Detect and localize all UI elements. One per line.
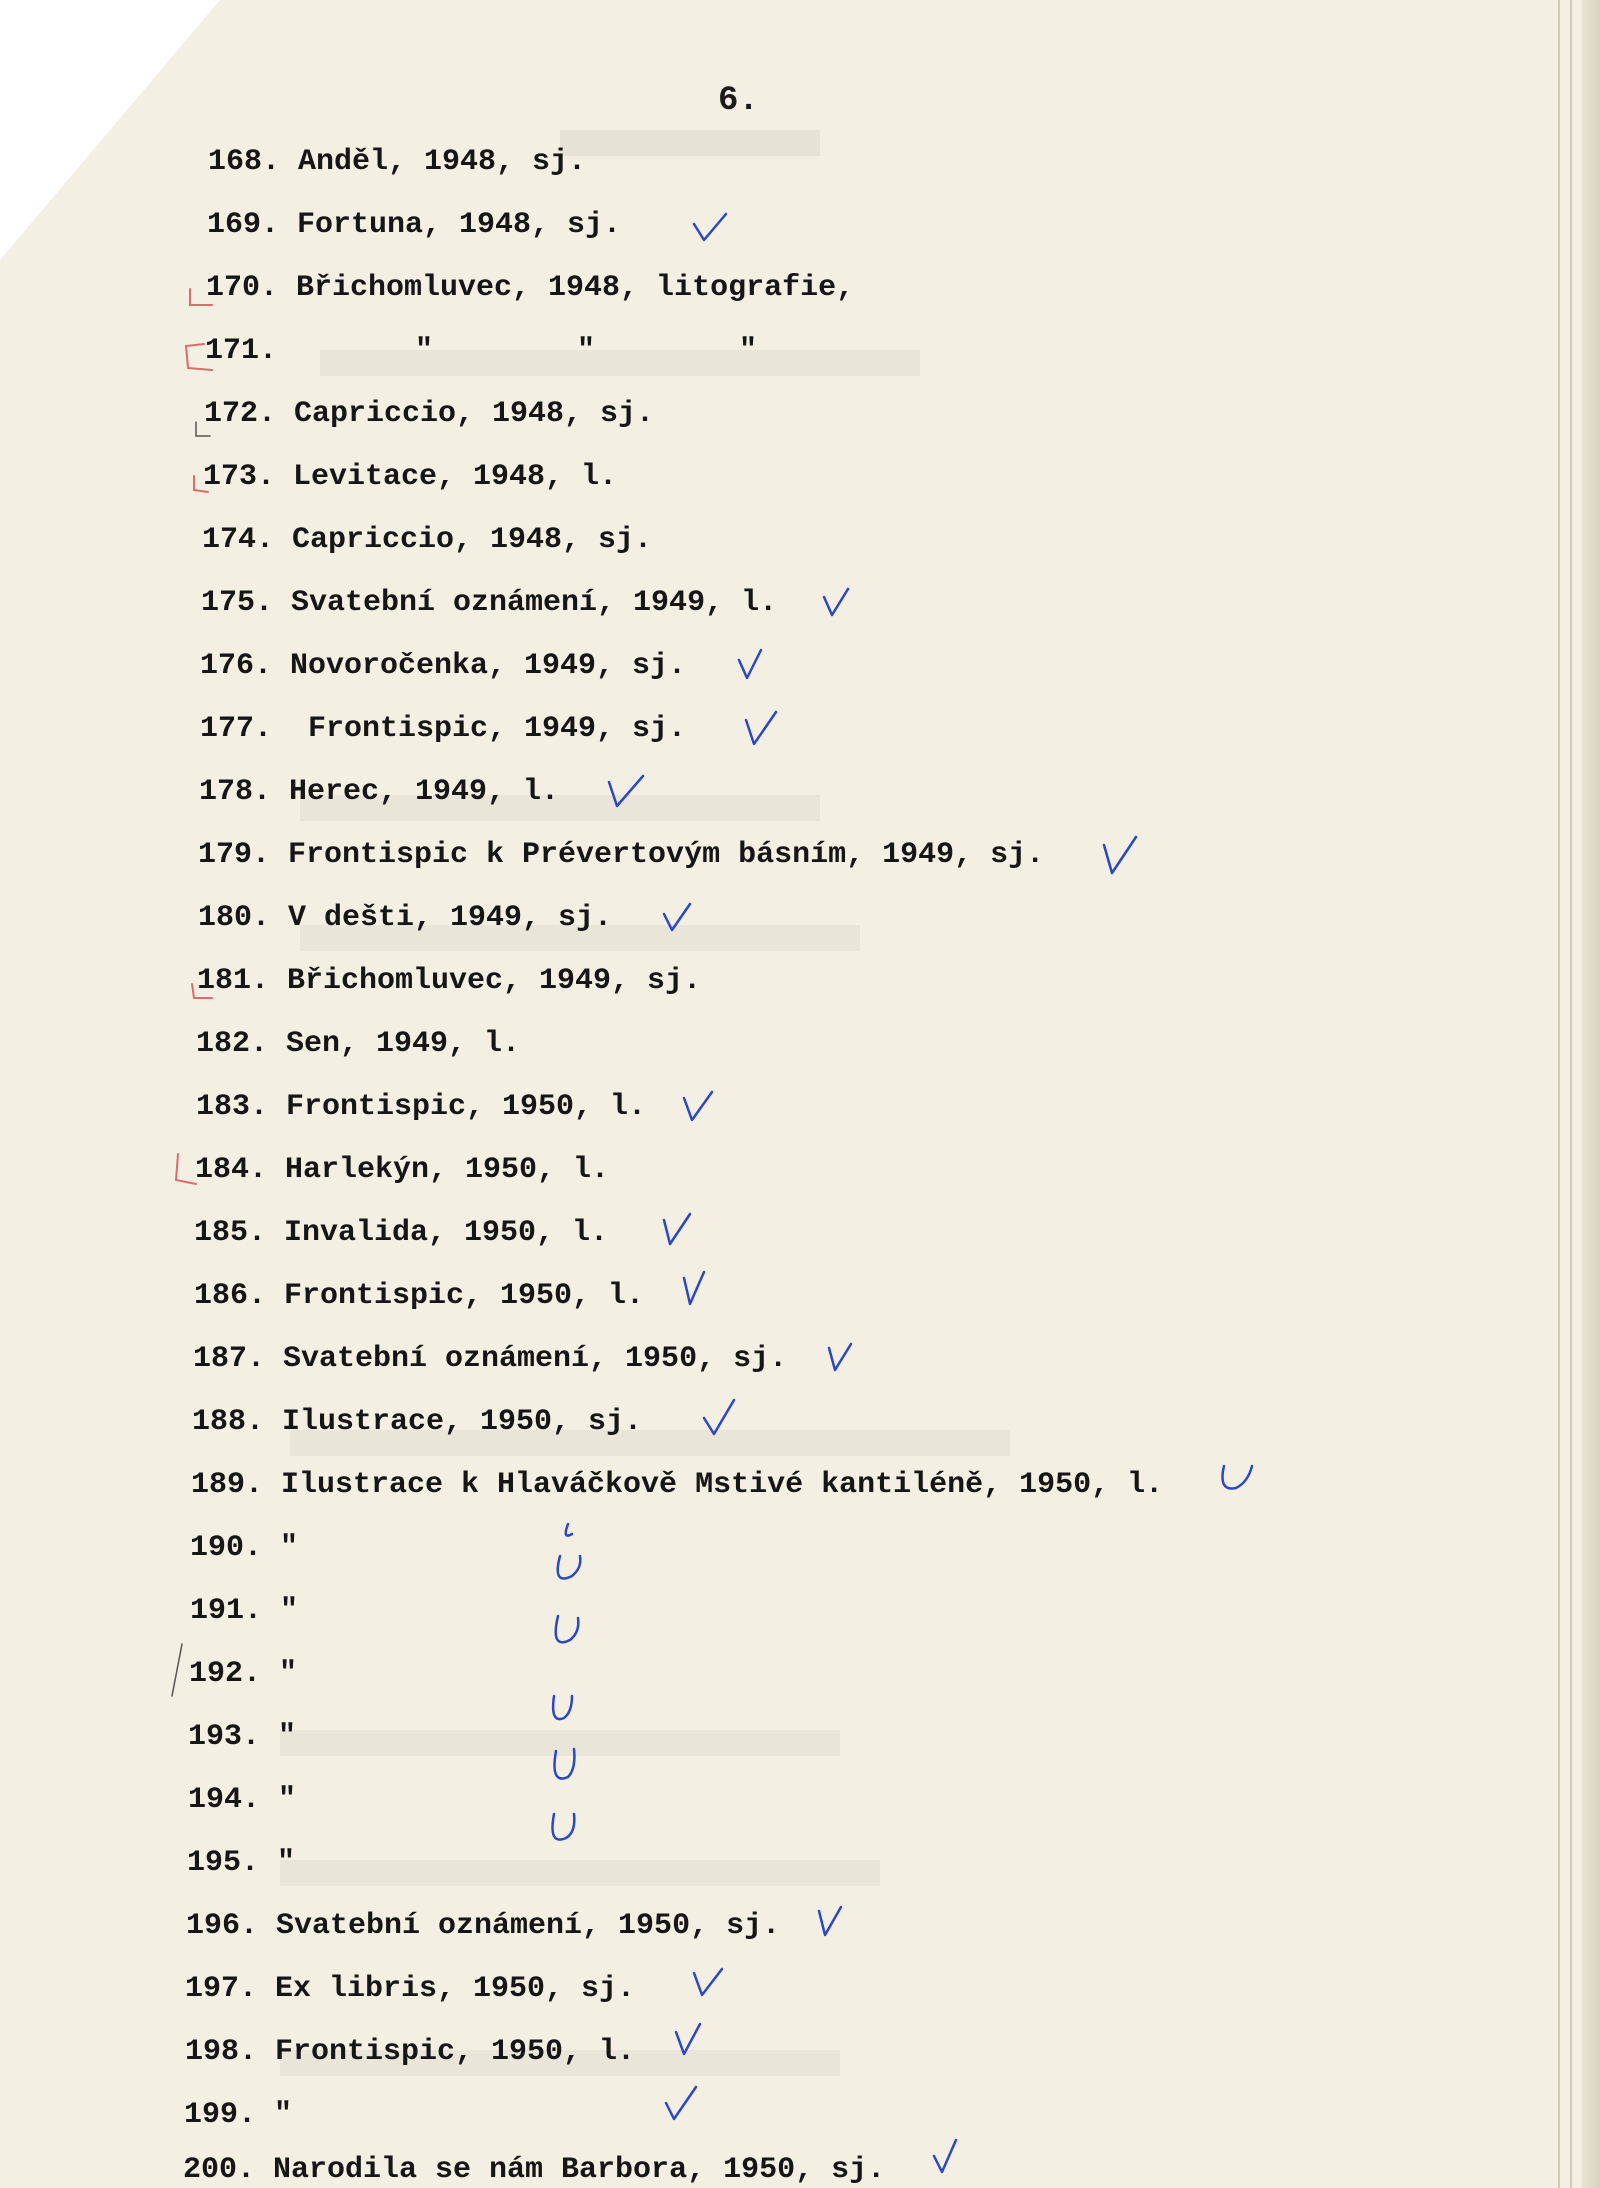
list-item <box>204 394 654 434</box>
check-mark-icon <box>690 1963 726 2001</box>
entry-text: Herec, 1949, l. <box>289 775 560 809</box>
pencil-mark <box>168 1640 188 1700</box>
entry-text: Ex libris, 1950, sj. <box>275 1972 636 2006</box>
entry-number: 169. <box>207 208 280 242</box>
check-mark-icon <box>548 1520 588 1590</box>
entry-text: " <box>278 1783 297 1817</box>
page-edge-line <box>1570 0 1572 2188</box>
entry-text: Frontispic, 1949, sj. <box>290 712 687 746</box>
entry-text: Novoročenka, 1949, sj. <box>290 649 687 683</box>
red-pencil-mark <box>182 340 222 380</box>
list-item <box>192 1402 642 1442</box>
page-edge-line <box>1558 0 1560 2188</box>
check-mark-icon <box>930 2138 960 2178</box>
check-mark-icon <box>548 1745 580 1791</box>
entry-number: 175. <box>201 586 274 620</box>
entry-text: Capriccio, 1948, sj. <box>294 397 655 431</box>
entry-number: 177. <box>200 712 273 746</box>
list-item <box>207 205 621 245</box>
entry-text: " <box>280 1531 299 1565</box>
entry-number: 179. <box>198 838 271 872</box>
check-mark-icon <box>700 1398 740 1440</box>
entry-number: 198. <box>185 2035 258 2069</box>
list-item <box>198 898 612 938</box>
entry-text: Levitace, 1948, l. <box>293 460 618 494</box>
list-item <box>185 1969 635 2009</box>
entry-number: 185. <box>194 1216 267 1250</box>
entry-number: 196. <box>186 1909 259 1943</box>
entry-number: 173. <box>203 460 276 494</box>
entry-text: Svatební oznámení, 1950, sj. <box>283 1342 788 1376</box>
red-pencil-mark <box>190 470 212 496</box>
entry-text: Frontispic, 1950, l. <box>284 1279 645 1313</box>
entry-number: 197. <box>185 1972 258 2006</box>
red-pencil-mark <box>172 1150 200 1190</box>
entry-text: " " " <box>415 334 758 368</box>
list-item <box>200 646 686 686</box>
check-mark-icon <box>825 1340 855 1376</box>
entry-text: Narodila se nám Barbora, 1950, sj. <box>273 2153 886 2187</box>
entry-number: 195. <box>187 1846 260 1880</box>
folded-corner <box>0 0 220 260</box>
entry-number: 190. <box>190 1531 263 1565</box>
entry-number: 187. <box>193 1342 266 1376</box>
entry-number: 168. <box>208 145 281 179</box>
list-item <box>188 1780 296 1820</box>
entry-number: 192. <box>189 1657 262 1691</box>
entry-text: " <box>280 1594 299 1628</box>
list-item <box>188 1717 296 1757</box>
check-mark-icon <box>660 1212 694 1250</box>
entry-text: Břichomluvec, 1948, litografie, <box>296 271 855 305</box>
entry-number: 200. <box>183 2153 256 2187</box>
entry-number: 194. <box>188 1783 261 1817</box>
entry-number: 178. <box>199 775 272 809</box>
check-mark-icon <box>548 1610 588 1660</box>
entry-text: Frontispic k Prévertovým básním, 1949, sj. <box>288 838 1045 872</box>
list-item <box>203 457 617 497</box>
list-item <box>205 331 757 371</box>
entry-number: 188. <box>192 1405 265 1439</box>
list-item <box>199 772 559 812</box>
entry-number: 176. <box>200 649 273 683</box>
entry-text: Harlekýn, 1950, l. <box>285 1153 610 1187</box>
list-item <box>189 1654 297 1694</box>
check-mark-icon <box>815 1903 845 1943</box>
entry-number: 181. <box>197 964 270 998</box>
entry-text: " <box>277 1846 296 1880</box>
entry-number: 172. <box>204 397 277 431</box>
list-item <box>198 835 1044 875</box>
entry-number: 184. <box>195 1153 268 1187</box>
check-mark-icon <box>1100 835 1140 879</box>
list-item <box>206 268 854 308</box>
entry-text: " <box>278 1720 297 1754</box>
entry-number: 199. <box>184 2098 257 2132</box>
check-mark-icon <box>735 648 767 684</box>
entry-number: 191. <box>190 1594 263 1628</box>
check-mark-icon <box>820 585 852 621</box>
check-mark-icon <box>680 1270 710 1310</box>
list-item <box>185 2032 635 2072</box>
list-item <box>196 1087 646 1127</box>
page-edge-strip <box>1582 0 1600 2188</box>
entry-text: Svatební oznámení, 1950, sj. <box>276 1909 781 1943</box>
entry-number: 180. <box>198 901 271 935</box>
list-item <box>190 1591 298 1631</box>
pencil-mark <box>192 418 216 442</box>
red-pencil-mark <box>186 285 216 315</box>
entry-text: Ilustrace, 1950, sj. <box>282 1405 643 1439</box>
check-mark-icon <box>605 772 647 812</box>
entry-text: Svatební oznámení, 1949, l. <box>291 586 778 620</box>
check-mark-icon <box>662 2085 700 2125</box>
entry-text: Capriccio, 1948, sj. <box>292 523 653 557</box>
list-item <box>187 1843 295 1883</box>
list-item <box>183 2150 885 2188</box>
entry-text: Fortuna, 1948, sj. <box>297 208 622 242</box>
entry-text: Ilustrace k Hlaváčkově Mstivé kantiléně, 1950, l. <box>281 1468 1164 1502</box>
check-mark-icon <box>672 2020 706 2060</box>
entry-number: 183. <box>196 1090 269 1124</box>
check-mark-icon <box>548 1810 580 1850</box>
entry-number: 171. <box>205 334 278 368</box>
list-item <box>208 142 586 182</box>
entry-text: Frontispic, 1950, l. <box>275 2035 636 2069</box>
red-pencil-mark <box>188 980 216 1004</box>
list-item <box>186 1906 780 1946</box>
entry-number: 174. <box>202 523 275 557</box>
list-item <box>193 1339 787 1379</box>
list-item <box>194 1213 608 1253</box>
list-item <box>197 961 701 1001</box>
check-mark-icon <box>680 1088 716 1126</box>
entry-number: 182. <box>196 1027 269 1061</box>
entry-text: Sen, 1949, l. <box>286 1027 521 1061</box>
entry-number: 193. <box>188 1720 261 1754</box>
check-mark-icon <box>548 1690 578 1730</box>
entry-number: 186. <box>194 1279 267 1313</box>
list-item <box>191 1465 1163 1505</box>
entry-text: Anděl, 1948, sj. <box>298 145 587 179</box>
list-item <box>184 2095 292 2135</box>
entry-text: Frontispic, 1950, l. <box>286 1090 647 1124</box>
list-item <box>202 520 652 560</box>
list-item <box>190 1528 298 1568</box>
list-item <box>200 709 686 749</box>
check-mark-icon <box>1218 1462 1258 1498</box>
entry-text: Invalida, 1950, l. <box>284 1216 609 1250</box>
list-item <box>194 1276 644 1316</box>
entry-text: Břichomluvec, 1949, sj. <box>287 964 702 998</box>
entry-text: " <box>274 2098 293 2132</box>
check-mark-icon <box>660 900 694 936</box>
entry-number: 189. <box>191 1468 264 1502</box>
check-mark-icon <box>690 210 730 246</box>
list-item <box>196 1024 520 1064</box>
entry-text: V dešti, 1949, sj. <box>288 901 613 935</box>
page-number: 6. <box>718 82 759 120</box>
list-item <box>195 1150 609 1190</box>
list-item <box>201 583 777 623</box>
entry-number: 170. <box>206 271 279 305</box>
check-mark-icon <box>742 710 780 750</box>
entry-text: " <box>279 1657 298 1691</box>
